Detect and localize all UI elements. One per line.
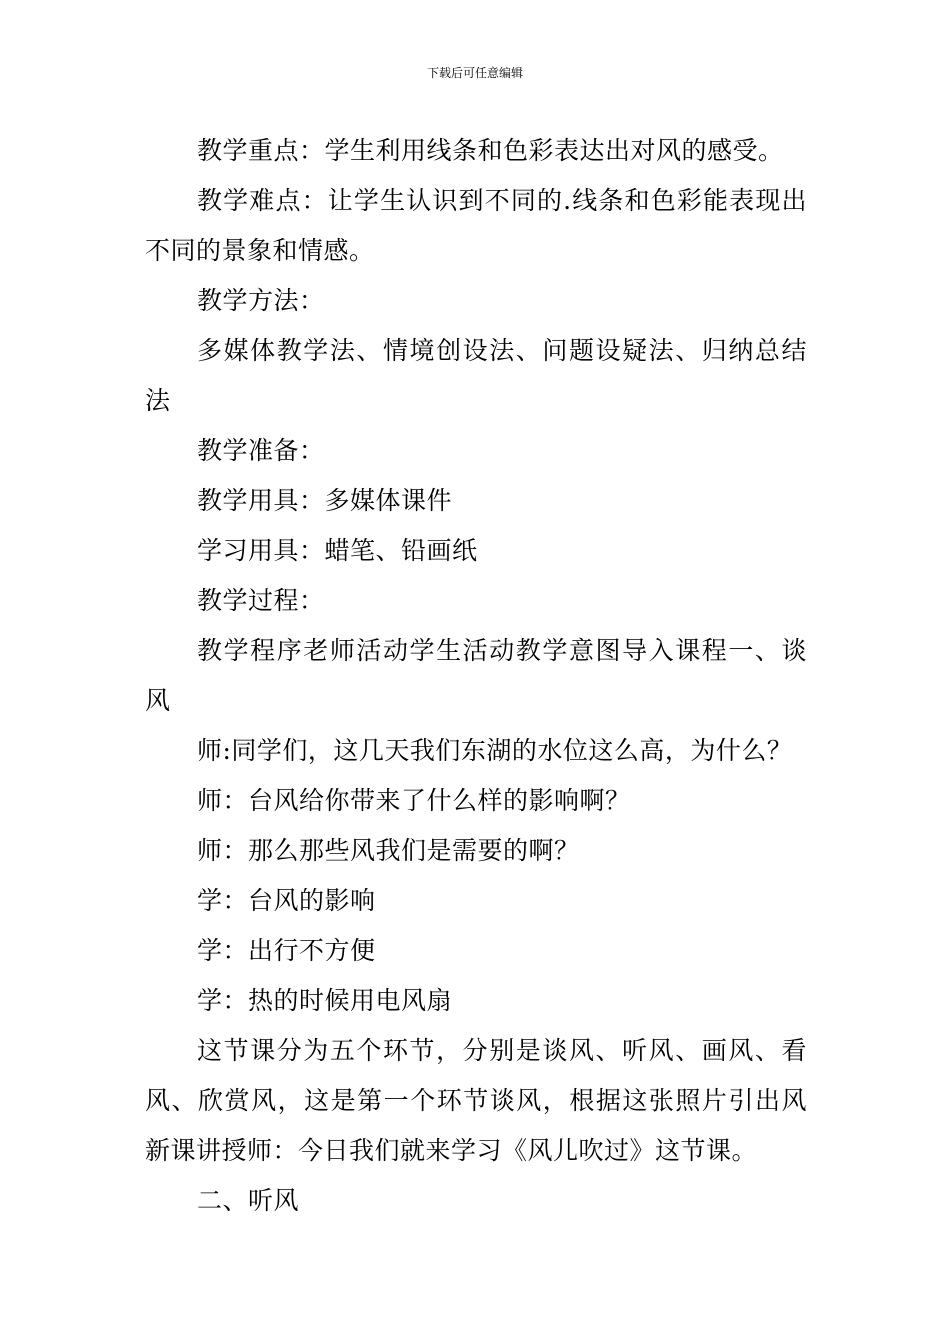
paragraph-section-listen-wind: 二、听风 [197,1186,300,1215]
paragraph-teacher-question-3: 师：那么那些风我们是需要的啊？ [197,836,580,865]
paragraph-teaching-procedure: 教学程序老师活动学生活动教学意图导入课程一、谈风 [145,636,807,715]
paragraph-student-answer-1: 学：台风的影响 [197,886,376,915]
paragraph-student-answer-2: 学：出行不方便 [197,936,376,965]
page-header: 下载后可任意编辑 [426,66,523,80]
paragraph-teaching-tools: 教学用具：多媒体课件 [197,486,453,515]
paragraph-student-answer-3: 学：热的时候用电风扇 [197,986,453,1015]
document-body [145,126,807,1226]
paragraph-teaching-preparation-heading: 教学准备： [197,436,325,465]
paragraph-lesson-overview: 这节课分为五个环节，分别是谈风、听风、画风、看风、欣赏风，这是第一个环节谈风，根据这张照片引出风新课讲授师：今日我们就来学习《风儿吹过》这节课。 [145,1036,807,1165]
paragraph-teaching-method-heading: 教学方法： [197,286,325,315]
paragraph-teaching-process-heading: 教学过程： [197,586,325,615]
paragraph-teacher-question-1: 师:同学们，这几天我们东湖的水位这么高，为什么？ [197,736,793,765]
paragraph-teaching-focus: 教学重点：学生利用线条和色彩表达出对风的感受。 [197,136,784,165]
paragraph-teaching-difficulty: 教学难点：让学生认识到不同的.线条和色彩能表现出不同的景象和情感。 [145,186,807,265]
paragraph-teacher-question-2: 师：台风给你带来了什么样的影响啊？ [197,786,631,815]
paragraph-teaching-method-list: 多媒体教学法、情境创设法、问题设疑法、归纳总结法 [145,336,807,415]
paragraph-learning-tools: 学习用具：蜡笔、铅画纸 [197,536,478,565]
